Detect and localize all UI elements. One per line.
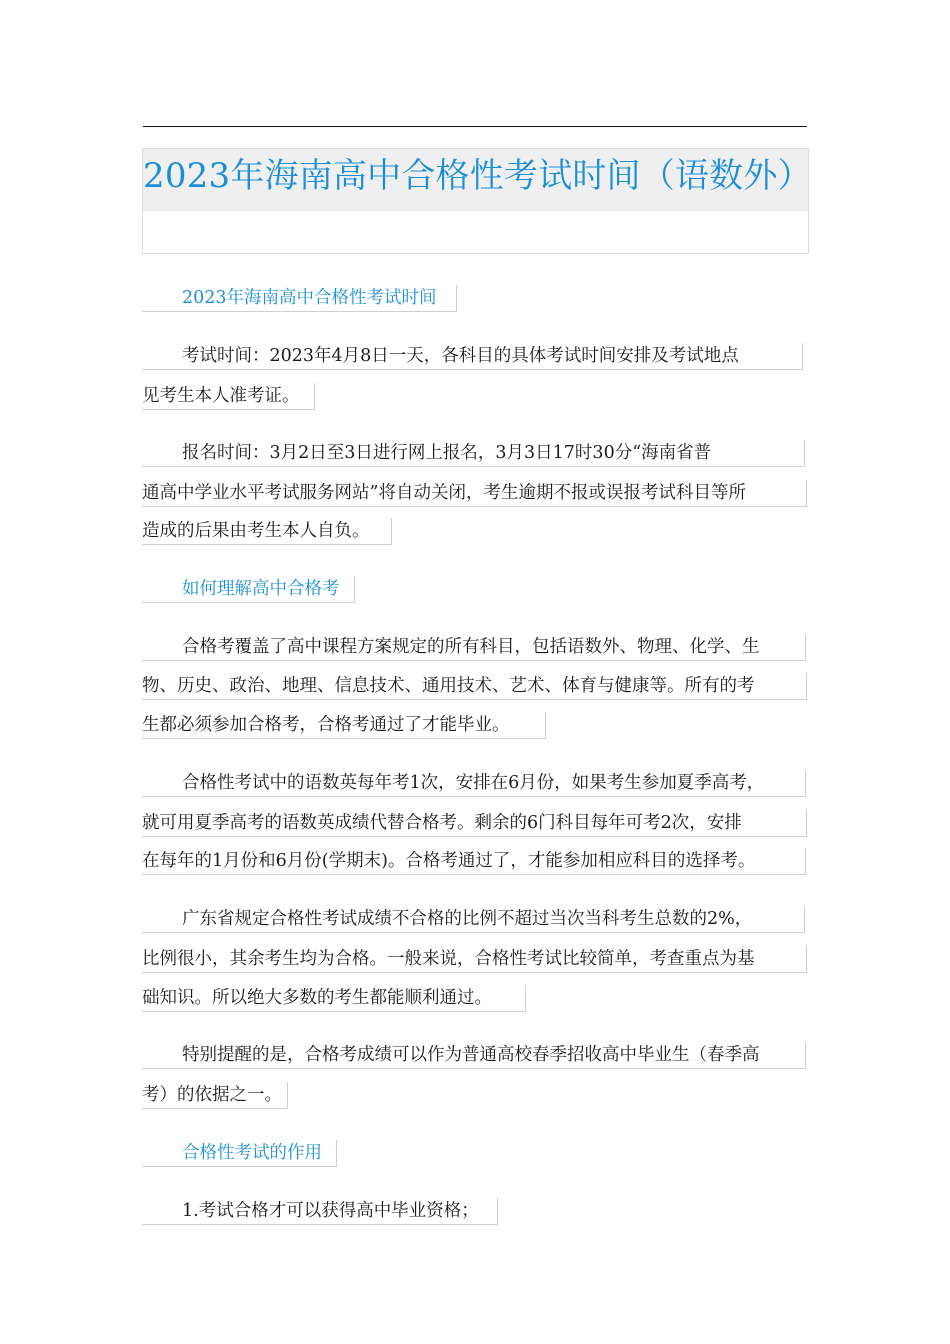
paragraph-line: 生都必须参加合格考，合格考通过了才能毕业。 <box>142 712 546 739</box>
paragraph-line: 合格考覆盖了高中课程方案规定的所有科目，包括语数外、物理、化学、生 <box>142 634 806 661</box>
paragraph-line: 就可用夏季高考的语数英成绩代替合格考。剩余的6门科目每年可考2次，安排 <box>142 810 807 837</box>
paragraph-line: 比例很小，其余考生均为合格。一般来说，合格性考试比较简单，考查重点为基 <box>142 946 807 973</box>
title-box <box>142 148 812 254</box>
paragraph-line: 特别提醒的是，合格考成绩可以作为普通高校春季招收高中毕业生（春季高 <box>142 1042 806 1069</box>
section-heading-time: 2023年海南高中合格性考试时间 <box>142 285 457 312</box>
paragraph-line: 考试时间：2023年4月8日一天，各科目的具体考试时间安排及考试地点 <box>142 343 803 370</box>
list-item: 1.考试合格才可以获得高中毕业资格； <box>142 1198 498 1225</box>
paragraph-line: 通高中学业水平考试服务网站”将自动关闭，考生逾期不报或误报考试科目等所 <box>142 480 807 507</box>
paragraph-line: 报名时间：3月2日至3日进行网上报名，3月3日17时30分“海南省普 <box>142 440 805 467</box>
paragraph-line: 考）的依据之一。 <box>142 1082 288 1109</box>
paragraph-line: 合格性考试中的语数英每年考1次，安排在6月份，如果考生参加夏季高考， <box>142 770 806 797</box>
paragraph-line: 物、历史、政治、地理、信息技术、通用技术、艺术、体育与健康等。所有的考 <box>142 673 807 700</box>
paragraph-line: 造成的后果由考生本人自负。 <box>142 518 392 545</box>
section-heading-understanding: 如何理解高中合格考 <box>142 576 355 603</box>
paragraph-line: 广东省规定合格性考试成绩不合格的比例不超过当次当科考生总数的2%， <box>142 906 805 933</box>
paragraph-line: 础知识。所以绝大多数的考生都能顺利通过。 <box>142 985 526 1012</box>
page-title: 2023年海南高中合格性考试时间（语数外） <box>143 156 812 196</box>
section-heading-role: 合格性考试的作用 <box>142 1140 337 1167</box>
paragraph-line: 见考生本人准考证。 <box>142 383 315 410</box>
top-rule <box>143 126 807 127</box>
paragraph-line: 在每年的1月份和6月份(学期末)。合格考通过了，才能参加相应科目的选择考。 <box>142 848 806 875</box>
